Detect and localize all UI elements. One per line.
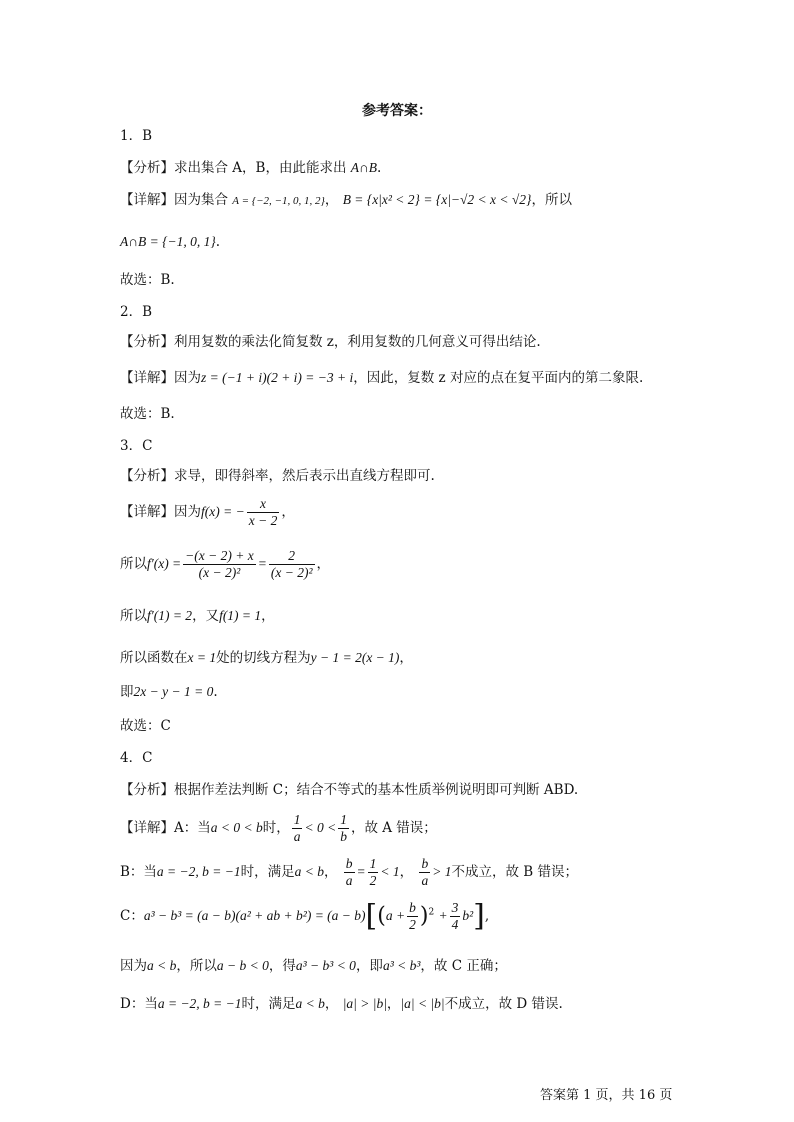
q4-analysis: 【分析】根据作差法判断 C；结合不等式的基本性质举例说明即可判断 ABD. [120, 782, 579, 798]
q2-detail: 【详解】因为z = (−1 + i)(2 + i) = −3 + i，因此，复数 z 对应的点在复平面内的第二象限. [120, 370, 644, 386]
q4-option-d: D：当a = −2, b = −1时，满足a < b， |a| > |b|，|a| < |b|不成立，故 D 错误. [120, 996, 563, 1012]
page-footer: 答案第 1 页，共 16 页 [540, 1088, 673, 1103]
q2-select: 故选：B. [120, 406, 175, 422]
q4-option-c-conclusion: 因为a < b，所以a − b < 0，得a³ − b³ < 0，即a³ < b³，故 C 正确； [120, 958, 507, 974]
q3-number: 3．C [120, 438, 153, 454]
q1-result: A∩B = {−1, 0, 1}. [120, 234, 221, 250]
q4-option-a: 【详解】A：当a < 0 < b时， $\frac{1}{a}$ < 0 < $\frac{1}{b}$ ，故 A 错误； [120, 812, 437, 844]
q4-option-c: C：a³ − b³ = (a − b)(a² + ab + b²) = (a − b)[(a + $\frac{b}{2}$ )$^2$ + $\frac{3}{4}$ b²], [120, 898, 490, 934]
q3-detail: 【详解】因为f(x) = − $\frac{x}{x - 2}$ ， [120, 496, 295, 528]
q3-line-equation: 即2x − y − 1 = 0. [120, 684, 218, 700]
q4-number: 4．C [120, 750, 153, 766]
q1-analysis: 【分析】求出集合 A，B，由此能求出 A∩B. [120, 160, 382, 176]
page-title: 参考答案： [362, 103, 432, 119]
q2-number: 2．B [120, 304, 153, 320]
q1-detail: 【详解】因为集合 A = {−2, −1, 0, 1, 2}， B = {x|x² < 2} = {x|−√2 < x < √2}，所以 [120, 192, 572, 208]
q3-select: 故选：C [120, 718, 171, 734]
q1-select: 故选：B. [120, 272, 175, 288]
q3-slope: 所以f′(1) = 2，又f(1) = 1， [120, 608, 275, 624]
q4-option-b: B：当a = −2, b = −1时，满足a < b， $\frac{b}{a}$ = $\frac{1}{2}$ < 1， $\frac{b}{a}$ > 1不成立，故 B 错误； [120, 856, 578, 888]
q3-tangent: 所以函数在x = 1处的切线方程为y − 1 = 2(x − 1)， [120, 650, 413, 666]
q3-analysis: 【分析】求导，即得斜率，然后表示出直线方程即可. [120, 468, 435, 484]
q3-derivative: 所以f′(x) = $\frac{-(x - 2) + x}{\text{(x − 2)²}}$ = $\frac{2}{\text{(x − 2)²}}$ ， [120, 548, 330, 580]
q2-analysis: 【分析】利用复数的乘法化简复数 z，利用复数的几何意义可得出结论. [120, 334, 541, 350]
q1-number: 1．B [120, 128, 153, 144]
